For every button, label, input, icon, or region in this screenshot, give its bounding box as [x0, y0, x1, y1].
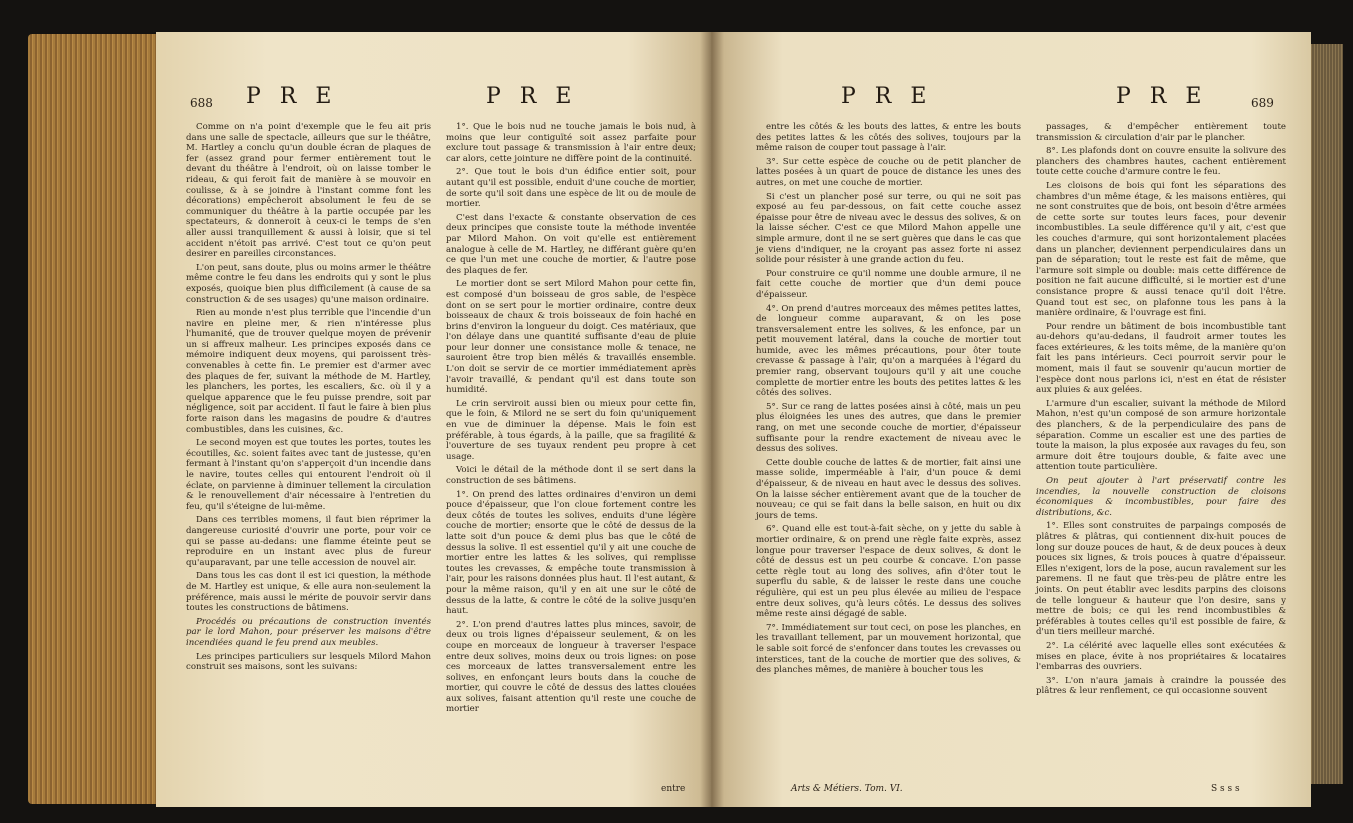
left-col2-paragraph: C'est dans l'exacte & constante observation de ces deux principes que consiste toute la méthode inventée par Milord Mahon. On voit qu'elle est entièrement analogue à celle de M. Hartley, ne différant guère qu'en ce que l'un met une couche de mortier, & l'autre pose des plaques de fer. — [446, 212, 696, 276]
right-page-number: 689 — [1251, 96, 1274, 110]
right-running-head: P R E — [1116, 84, 1208, 109]
right-col2-paragraph: 8°. Les plafonds dont on couvre ensuite la solivure des planchers des chambres hautes, cachent entièrement toute cette couche d'armure contre le feu. — [1036, 146, 1286, 178]
left-col1-paragraph: Procédés ou précautions de construction inventés par le lord Mahon, pour préserver les maisons d'être incendiées quand le feu prend aux meubles. — [186, 616, 431, 648]
left-col2-paragraph: Le crin serviroit aussi bien ou mieux pour cette fin, que le foin, & Milord ne se sert du foin qu'uniquement en vue de diminuer la dépense. Mais le foin est préférable, à tous égards, à la paille, que sa fragilité & l'ouverture de ses tuyaux rendent peu propre à cet usage. — [446, 398, 696, 462]
left-col2-paragraph: 2°. Que tout le bois d'un édifice entier soit, pour autant qu'il est possible, enduit d'une couche de mortier, de sorte qu'il soit dans une espèce de lit ou de moule de mortier. — [446, 167, 696, 210]
right-col2-paragraph: 3°. L'on n'aura jamais à craindre la poussée des plâtres & leur renflement, ce qui occasionne souvent — [1036, 675, 1286, 697]
right-col2-paragraph: passages, & d'empêcher entièrement toute transmission & circulation d'air par le plancher. — [1036, 122, 1286, 143]
left-col2-paragraph: 1°. Que le bois nud ne touche jamais le bois nud, à moins que leur contiguïté soit assez parfaite pour exclure tout passage & transmission à l'air entre deux; car alors, cette jointure ne diffère point de la continuité. — [446, 122, 696, 164]
right-col1-paragraph: Pour construire ce qu'il nomme une double armure, il ne fait cette couche de mortier que d'un demi pouce d'épaisseur. — [756, 268, 1021, 300]
page-signature: Arts & Métiers. Tom. VI. — [791, 784, 903, 794]
right-col2-paragraph: Les cloisons de bois qui font les séparations des chambres d'un même étage, & les maisons entières, qui ne sont construites que de bois, ont besoin d'être armées de cette sorte sur toutes leurs faces, pour devenir incombustibles. La seule différence qu'il y ait, c'est que les couches d'armure, qui sont horizontalement placées dans un plancher, deviennent perpendiculaires dans un pan de séparation; tout le reste est fait de même, que l'armure soit simple ou double: mais cette différence de position ne fait aucune difficulté, si le mortier est d'une consistance propre & aussi tenace qu'il doit l'être. Quand tout est sec, on plafonne tous les pans à la manière ordinaire, & l'ouvrage est fini. — [1036, 180, 1286, 319]
right-col1-paragraph: 5°. Sur ce rang de lattes posées ainsi à côté, mais un peu plus éloignées les unes des autres, que dans le premier rang, on met une seconde couche de mortier, d'épaisseur suffisante pour la rendre exactement de niveau avec le dessus des solives. — [756, 401, 1021, 455]
right-col1-paragraph: 7°. Immédiatement sur tout ceci, on pose les planches, en les travaillant tellement, par un mouvement horizontal, que le sable soit forcé de s'enfoncer dans toutes les crevasses ou interstices, tant de la couche de mortier que des solives, & des planches mêmes, de manière à boucher tous les — [756, 622, 1021, 676]
left-col1-paragraph: Dans tous les cas dont il est ici question, la méthode de M. Hartley est unique, & elle aura non-seulement la préférence, mais aussi le mérite de pouvoir servir dans toutes les constructions de bâtimens. — [186, 571, 431, 614]
book-gutter — [700, 32, 724, 807]
left-col1-paragraph: Comme on n'a point d'exemple que le feu ait pris dans une salle de spectacle, ailleurs que sur le théâtre, M. Hartley a conclu qu'un double écran de plaques de fer (assez grand pour fermer entièrement tout le devant du théâtre à l'endroit, où on laisse tomber le rideau, & qui feroit fait de manière à se mouvoir en coulisse, & à se joindre à l'instant comme font les décorations) empêcheroit absolument le feu de se communiquer du théâtre à la partie occupée par les spectateurs, & donneroit à ceux-ci le temps de s'en aller aussi tranquillement & aussi à loisir, que si tel accident n'étoit pas arrivé. C'est tout ce qu'on peut desirer en pareilles circonstances. — [186, 122, 431, 260]
left-col2-paragraph: 2°. L'on prend d'autres lattes plus minces, savoir, de deux ou trois lignes d'épaisseur seulement, & on les coupe en morceaux de longueur à traverser l'espace entre deux solives, moins deux ou trois lignes: on pose ces morceaux de lattes transversalement entre les solives, en enfonçant leurs bouts dans la couche de mortier, qui couvre le côté de dessus des lattes clouées aux solives, faisant attention qu'il reste une couche de mortier — [446, 619, 696, 715]
right-column-1 — [756, 122, 1021, 679]
left-col1-paragraph: Les principes particuliers sur lesquels Milord Mahon construit ses maisons, sont les suivans: — [186, 651, 431, 673]
left-column-1 — [186, 122, 431, 676]
left-column-2 — [446, 122, 696, 718]
left-running-head: P R E — [246, 84, 338, 109]
right-column-2 — [1036, 122, 1286, 700]
right-page — [711, 32, 1311, 807]
right-col1-paragraph: Si c'est un plancher posé sur terre, ou qui ne soit pas exposé au feu par-dessous, on fait cette couche assez épaisse pour être de niveau avec le dessus des solives, & on la laisse sécher. C'est ce que Milord Mahon appelle une simple armure, dont il ne se sert guères que dans le cas que je viens d'indiquer, ne la croyant pas assez forte ni assez solide pour résister à une grande action du feu. — [756, 191, 1021, 266]
left-col1-paragraph: L'on peut, sans doute, plus ou moins armer le théâtre même contre le feu dans les endroits qui y sont le plus exposés, quoique bien plus difficilement (à cause de sa construction & de ses usages) qu'une maison ordinaire. — [186, 262, 431, 305]
left-col2-paragraph: Voici le détail de la méthode dont il se sert dans la construction de ses bâtimens. — [446, 465, 696, 486]
right-col2-paragraph: L'armure d'un escalier, suivant la méthode de Milord Mahon, n'est qu'un composé de son armure horizontale des planchers, & de la perpendiculaire des pans de séparation. Comme un escalier est une des parties de toute la maison, la plus exposée aux ravages du feu, son armure doit être toujours double, & faite avec une attention toute particulière. — [1036, 398, 1286, 473]
right-col2-paragraph: 1°. Elles sont construites de parpaings composés de plâtres & plâtras, qui contiennent dix-huit pouces de long sur douze pouces de haut, & de deux pouces à deux pouces six lignes, & trois pouces à quatre d'épaisseur. Elles n'exigent, lors de la pose, aucun ravalement sur les paremens. Il ne faut que très-peu de plâtre entre les joints. On peut établir avec lesdits parpins des cloisons de telle longueur & hauteur que l'on desire, sans y mettre de bois; ce qui les rend incombustibles & préférables à toutes celles qu'il est possible de faire, & d'un tiers meilleur marché. — [1036, 521, 1286, 638]
catchword: entre — [661, 784, 686, 794]
book-page-edges-left — [28, 34, 158, 804]
left-col2-paragraph: Le mortier dont se sert Milord Mahon pour cette fin, est composé d'un boisseau de gros sable, de l'espèce dont on se sert pour le mortier ordinaire, contre deux boisseaux de chaux & trois boisseaux de foin haché en brins d'environ la longueur du doigt. Ces matériaux, que l'on délaye dans une quantité suffisante d'eau de pluie pour leur donner une consistance molle & tenace, ne sauroient être trop bien mêlés & travaillés ensemble. L'on doit se servir de ce mortier immédiatement après l'avoir travaillé, & pendant qu'il est dans toute son humidité. — [446, 279, 696, 396]
right-col1-paragraph: entre les côtés & les bouts des lattes, & entre les bouts des petites lattes & les côtés des solives, toujours par la même raison de couper tout passage à l'air. — [756, 122, 1021, 154]
open-book — [28, 14, 1343, 814]
left-col1-paragraph: Dans ces terribles momens, il faut bien réprimer la dangereuse curiosité d'ouvrir une porte, pour voir ce qui se passe au-dedans: une flamme éteinte peut se reproduire en un instant avec plus de fureur qu'auparavant, par une telle accession de nouvel air. — [186, 515, 431, 568]
right-col2-paragraph: 2°. La célérité avec laquelle elles sont exécutées & mises en place, évite à nos propriétaires & locataires l'embarras des ouvriers. — [1036, 640, 1286, 673]
left-col1-paragraph: Rien au monde n'est plus terrible que l'incendie d'un navire en pleine mer, & rien n'intéresse plus l'humanité, que de trouver quelque moyen de prévenir un si affreux malheur. Les principes exposés dans ce mémoire indiquent deux moyens, qui paroissent très-convenables à cette fin. Le premier est d'armer avec des plaques de fer, suivant la méthode de M. Hartley, les planchers, les portes, les escaliers, &c. où il y a quelque apparence que le feu puisse prendre, soit par négligence, soit par accident. Il faut le faire à bien plus forte raison dans les magasins de poudre & d'autres combustibles, dans les cuisines, &c. — [186, 308, 431, 435]
right-col2-paragraph: On peut ajouter à l'art préservatif contre les incendies, la nouvelle construction de cloisons économiques & incombustibles, pour faire des distributions, &c. — [1036, 476, 1286, 518]
right-col1-paragraph: Cette double couche de lattes & de mortier, fait ainsi une masse solide, imperméable à l'air, d'un pouce & demi d'épaisseur, & de niveau en haut avec le dessus des solives. On la laisse sécher entièrement avant que de la toucher de nouveau; ce qui se fait dans la belle saison, en huit ou dix jours de tems. — [756, 457, 1021, 521]
left-col2-paragraph: 1°. On prend des lattes ordinaires d'environ un demi pouce d'épaisseur, que l'on cloue fortement contre les deux côtés de toutes les solives, enduits d'une légère couche de mortier; ensorte que le côté de dessus de la latte soit d'un pouce & demi plus bas que le côté de dessus la solive. Il est essentiel qu'il y ait une couche de mortier entre les lattes & les solives, qui remplisse toutes les crevasses, & empêche toute transmission à l'air, pour les raisons données plus haut. Il l'est autant, & pour la même raison, qu'il y en ait une sur le côté de dessus de la latte, & contre le côté de la solive jusqu'en haut. — [446, 489, 696, 617]
left-page-number: 688 — [190, 96, 213, 110]
right-col1-paragraph: 3°. Sur cette espèce de couche ou de petit plancher de lattes posées à un quart de pouce de distance les unes des autres, on met une couche de mortier. — [756, 156, 1021, 188]
right-col1-paragraph: 4°. On prend d'autres morceaux des mêmes petites lattes, de longueur comme auparavant, & on les pose transversalement entre les solives, & les enfonce, par un petit mouvement latéral, dans la couche de mortier tout humide, avec les mêmes précautions, pour ôter toute crevasse & passage à l'air, qu'on a marquées à l'égard du premier rang, observant toujours qu'il y ait une couche complette de mortier entre les bouts des petites lattes & les côtés des solives. — [756, 303, 1021, 399]
right-col1-paragraph: 6°. Quand elle est tout-à-fait sèche, on y jette du sable à mortier ordinaire, & on prend une règle faite exprès, assez longue pour traverser l'espace de deux solives, & dont le côté de dessus est un peu courbe & concave. L'on passe cette règle tout au long des solives, afin d'ôter tout le superflu du sable, & de laisser le reste dans une couche régulière, qui est un peu plus élevée au milieu de l'espace entre deux solives, qu'à leurs côtés. Le dessus des solives même reste ainsi dégagé de sable. — [756, 524, 1021, 620]
left-page — [156, 32, 711, 807]
left-running-head-center: P R E — [486, 84, 578, 109]
left-col1-paragraph: Le second moyen est que toutes les portes, toutes les écoutilles, &c. soient faites avec tant de justesse, qu'en fermant à l'instant qu'on s'apperçoit d'un incendie dans le navire, toutes celles qui entourent l'endroit où il éclate, on parvienne à diminuer tellement la circulation & le renouvellement d'air nécessaire à l'entretien du feu, qu'il s'éteigne de lui-même. — [186, 438, 431, 512]
right-running-head-center: P R E — [841, 84, 933, 109]
sheet-mark: S s s s — [1211, 784, 1240, 794]
right-col2-paragraph: Pour rendre un bâtiment de bois incombustible tant au-dehors qu'au-dedans, il faudroit armer toutes les faces extérieures, & les toits même, de la manière qu'on fait les pans intérieurs. Ceci pourroit servir pour le moment, mais il faut se souvenir qu'aucun mortier de l'espèce dont nous parlons ici, n'est en état de résister aux pluies & aux gelées. — [1036, 321, 1286, 396]
